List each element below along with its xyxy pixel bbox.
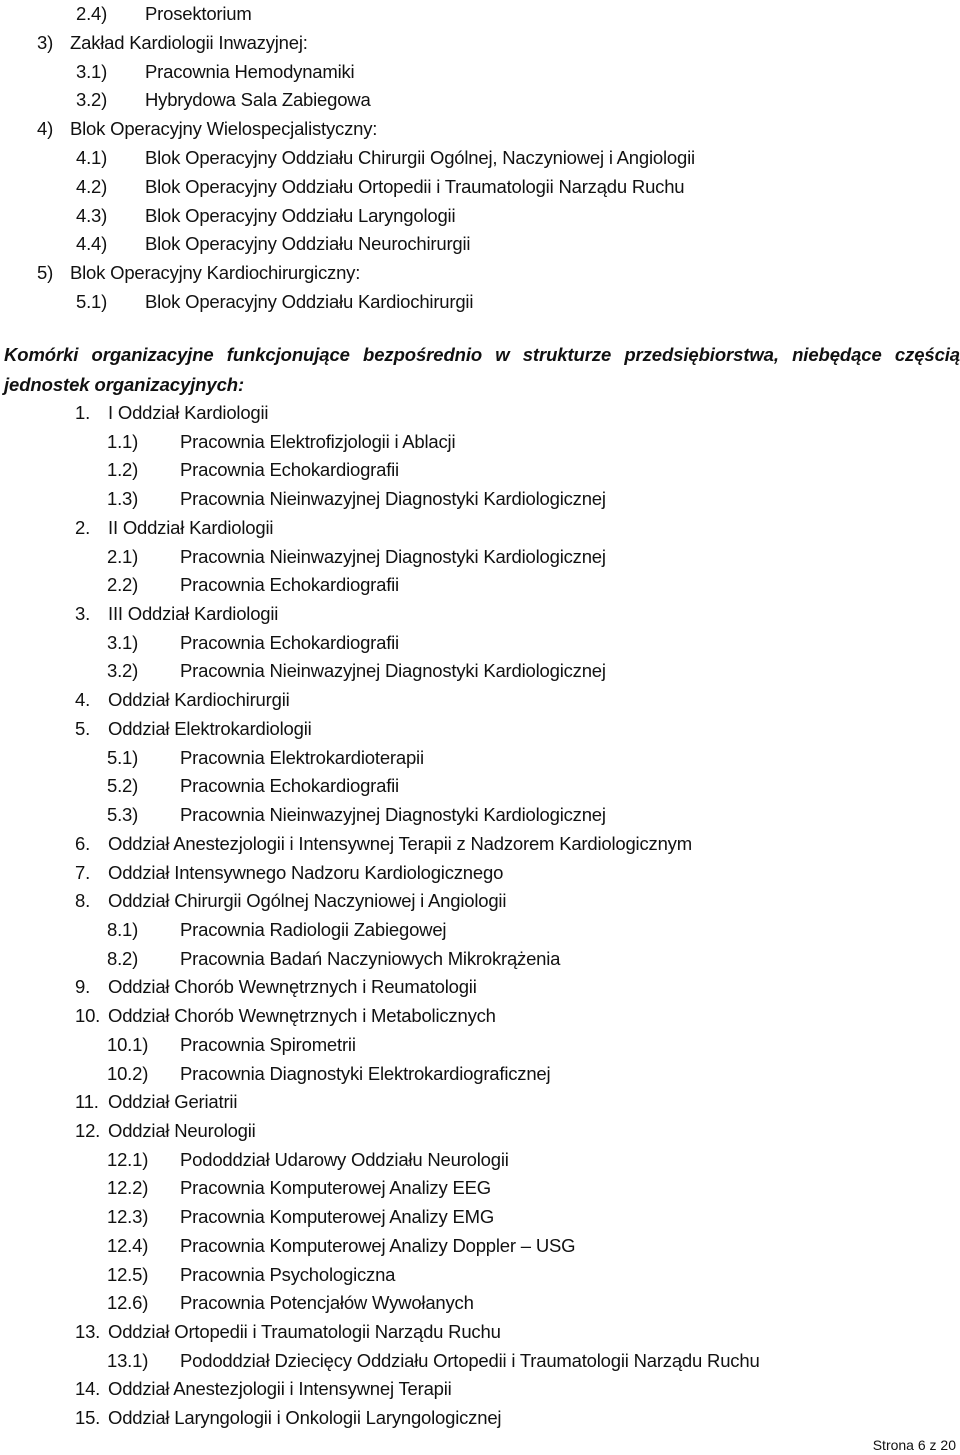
unit-item-text: Pracownia Echokardiografii: [180, 459, 399, 481]
unit-item-number: 13.: [75, 1321, 101, 1343]
unit-item-number: 10.1): [107, 1033, 149, 1055]
unit-item-text: Oddział Anestezjologii i Intensywnej Terapii z Nadzorem Kardiologicznym: [108, 832, 692, 854]
unit-item-text: Pracownia Nieinwazyjnej Diagnostyki Kardiologicznej: [180, 545, 606, 567]
unit-item-number: 10.2): [107, 1062, 149, 1084]
top-section-item-number: 4): [37, 118, 54, 140]
unit-item-number: 6.: [75, 832, 91, 854]
unit-item-number: 10.: [75, 1005, 101, 1027]
unit-item-number: 8.2): [107, 947, 139, 969]
top-section-item-number: 2.4): [76, 3, 108, 24]
unit-item-number: 2.2): [107, 574, 139, 596]
unit-item-text: Pracownia Komputerowej Analizy Doppler – USG: [180, 1234, 576, 1256]
unit-item-text: Pracownia Nieinwazyjnej Diagnostyki Kardiologicznej: [180, 804, 606, 826]
unit-item-number: 1.: [75, 402, 91, 423]
unit-item-number: 1.2): [107, 459, 139, 481]
unit-item-text: Pracownia Echokardiografii: [180, 631, 399, 653]
unit-item-number: 12.3): [107, 1206, 149, 1228]
unit-item-text: Oddział Laryngologii i Onkologii Laryngologicznej: [108, 1407, 502, 1429]
unit-item-text: I Oddział Kardiologii: [108, 402, 269, 423]
unit-item-number: 12.2): [107, 1177, 149, 1199]
top-section-item-text: Prosektorium: [145, 3, 252, 24]
unit-item-text: Oddział Chirurgii Ogólnej Naczyniowej i Angiologii: [108, 890, 507, 912]
unit-item-number: 5.: [75, 717, 91, 739]
unit-item-number: 8.: [75, 890, 91, 912]
unit-item-text: Pracownia Spirometrii: [180, 1033, 356, 1055]
unit-item-text: Pracownia Elektrokardioterapii: [180, 746, 424, 768]
unit-item-text: Pracownia Diagnostyki Elektrokardiograficznej: [180, 1062, 551, 1084]
unit-item-number: 8.1): [107, 918, 139, 940]
unit-item-text: Pracownia Psychologiczna: [180, 1263, 396, 1285]
top-section-item-text: Zakład Kardiologii Inwazyjnej:: [70, 31, 308, 53]
unit-item-number: 3.2): [107, 660, 139, 682]
top-section-item-number: 4.2): [76, 175, 108, 197]
top-section-item-number: 4.3): [76, 204, 108, 226]
unit-item-text: Pracownia Badań Naczyniowych Mikrokrążenia: [180, 947, 561, 969]
unit-item-text: Pracownia Komputerowej Analizy EEG: [180, 1177, 491, 1199]
top-section-item-text: Blok Operacyjny Kardiochirurgiczny:: [70, 262, 361, 284]
top-section-item-text: Pracownia Hemodynamiki: [145, 60, 355, 82]
section-heading-line2: jednostek organizacyjnych:: [4, 374, 245, 395]
unit-item-text: Oddział Kardiochirurgii: [108, 689, 290, 711]
unit-item-number: 9.: [75, 976, 91, 998]
top-section-item-text: Blok Operacyjny Oddziału Kardiochirurgii: [145, 291, 474, 312]
unit-item-number: 2.: [75, 516, 91, 538]
unit-item-text: Oddział Geriatrii: [108, 1091, 238, 1113]
top-section-item-text: Blok Operacyjny Oddziału Neurochirurgii: [145, 233, 471, 255]
unit-item-text: Oddział Elektrokardiologii: [108, 717, 312, 739]
unit-item-number: 5.3): [107, 804, 139, 826]
unit-item-number: 12.: [75, 1120, 101, 1141]
unit-item-text: Pracownia Elektrofizjologii i Ablacji: [180, 430, 456, 452]
top-section-item-text: Blok Operacyjny Oddziału Ortopedii i Traumatologii Narządu Ruchu: [145, 175, 685, 197]
unit-item-number: 12.6): [107, 1292, 149, 1314]
top-section-item-number: 3.2): [76, 89, 108, 111]
unit-item-text: Pracownia Echokardiografii: [180, 574, 399, 596]
top-section-item-text: Hybrydowa Sala Zabiegowa: [145, 89, 371, 111]
top-section-item-number: 4.1): [76, 147, 108, 168]
unit-item-number: 7.: [75, 861, 91, 883]
top-section-item-number: 4.4): [76, 233, 108, 255]
unit-item-text: Pracownia Nieinwazyjnej Diagnostyki Kardiologicznej: [180, 488, 606, 510]
top-section-item-number: 3): [37, 31, 54, 53]
unit-item-number: 3.: [75, 603, 91, 625]
top-section-item-text: Blok Operacyjny Oddziału Laryngologii: [145, 204, 456, 226]
unit-item-text: Oddział Anestezjologii i Intensywnej Terapii: [108, 1378, 452, 1400]
top-section-item-text: Blok Operacyjny Wielospecjalistyczny:: [70, 118, 378, 140]
top-section-item-number: 5): [37, 262, 54, 284]
unit-item-text: Pracownia Nieinwazyjnej Diagnostyki Kardiologicznej: [180, 660, 606, 682]
unit-item-number: 15.: [75, 1407, 101, 1429]
unit-item-number: 3.1): [107, 631, 139, 653]
section-heading-line1: Komórki organizacyjne funkcjonujące bezpośrednio w strukturze przedsiębiorstwa, niebędące częścią: [4, 344, 960, 365]
unit-item-number: 2.1): [107, 545, 139, 567]
top-section-item-number: 3.1): [76, 60, 108, 82]
unit-item-number: 13.1): [107, 1349, 149, 1371]
unit-item-number: 4.: [75, 689, 91, 711]
unit-item-number: 11.: [75, 1091, 99, 1113]
unit-item-number: 12.5): [107, 1263, 149, 1285]
unit-item-text: Oddział Ortopedii i Traumatologii Narządu Ruchu: [108, 1321, 501, 1343]
page-number: Strona 6 z 20: [872, 1437, 956, 1453]
unit-item-number: 1.1): [107, 430, 139, 452]
unit-item-text: Oddział Chorób Wewnętrznych i Reumatologii: [108, 976, 477, 998]
top-section-item-number: 5.1): [76, 291, 108, 312]
unit-item-text: Pododdział Udarowy Oddziału Neurologii: [180, 1148, 509, 1170]
unit-item-text: Pracownia Komputerowej Analizy EMG: [180, 1206, 495, 1228]
unit-item-text: Oddział Intensywnego Nadzoru Kardiologicznego: [108, 861, 504, 883]
unit-item-text: III Oddział Kardiologii: [108, 603, 279, 625]
unit-item-number: 14.: [75, 1378, 101, 1400]
unit-item-text: Pododdział Dziecięcy Oddziału Ortopedii i Traumatologii Narządu Ruchu: [180, 1349, 760, 1371]
unit-item-number: 1.3): [107, 488, 139, 510]
top-section-item-text: Blok Operacyjny Oddziału Chirurgii Ogólnej, Naczyniowej i Angiologii: [145, 147, 695, 168]
unit-item-number: 12.4): [107, 1234, 149, 1256]
unit-item-text: Oddział Neurologii: [108, 1120, 256, 1141]
section-heading: [4, 340, 960, 400]
unit-item-number: 5.2): [107, 775, 139, 797]
unit-item-text: Pracownia Radiologii Zabiegowej: [180, 918, 447, 940]
unit-item-text: Pracownia Potencjałów Wywołanych: [180, 1292, 474, 1314]
unit-item-number: 5.1): [107, 746, 139, 768]
unit-item-text: Pracownia Echokardiografii: [180, 775, 399, 797]
unit-item-number: 12.1): [107, 1148, 149, 1170]
unit-item-text: Oddział Chorób Wewnętrznych i Metabolicznych: [108, 1005, 496, 1027]
unit-item-text: II Oddział Kardiologii: [108, 516, 274, 538]
